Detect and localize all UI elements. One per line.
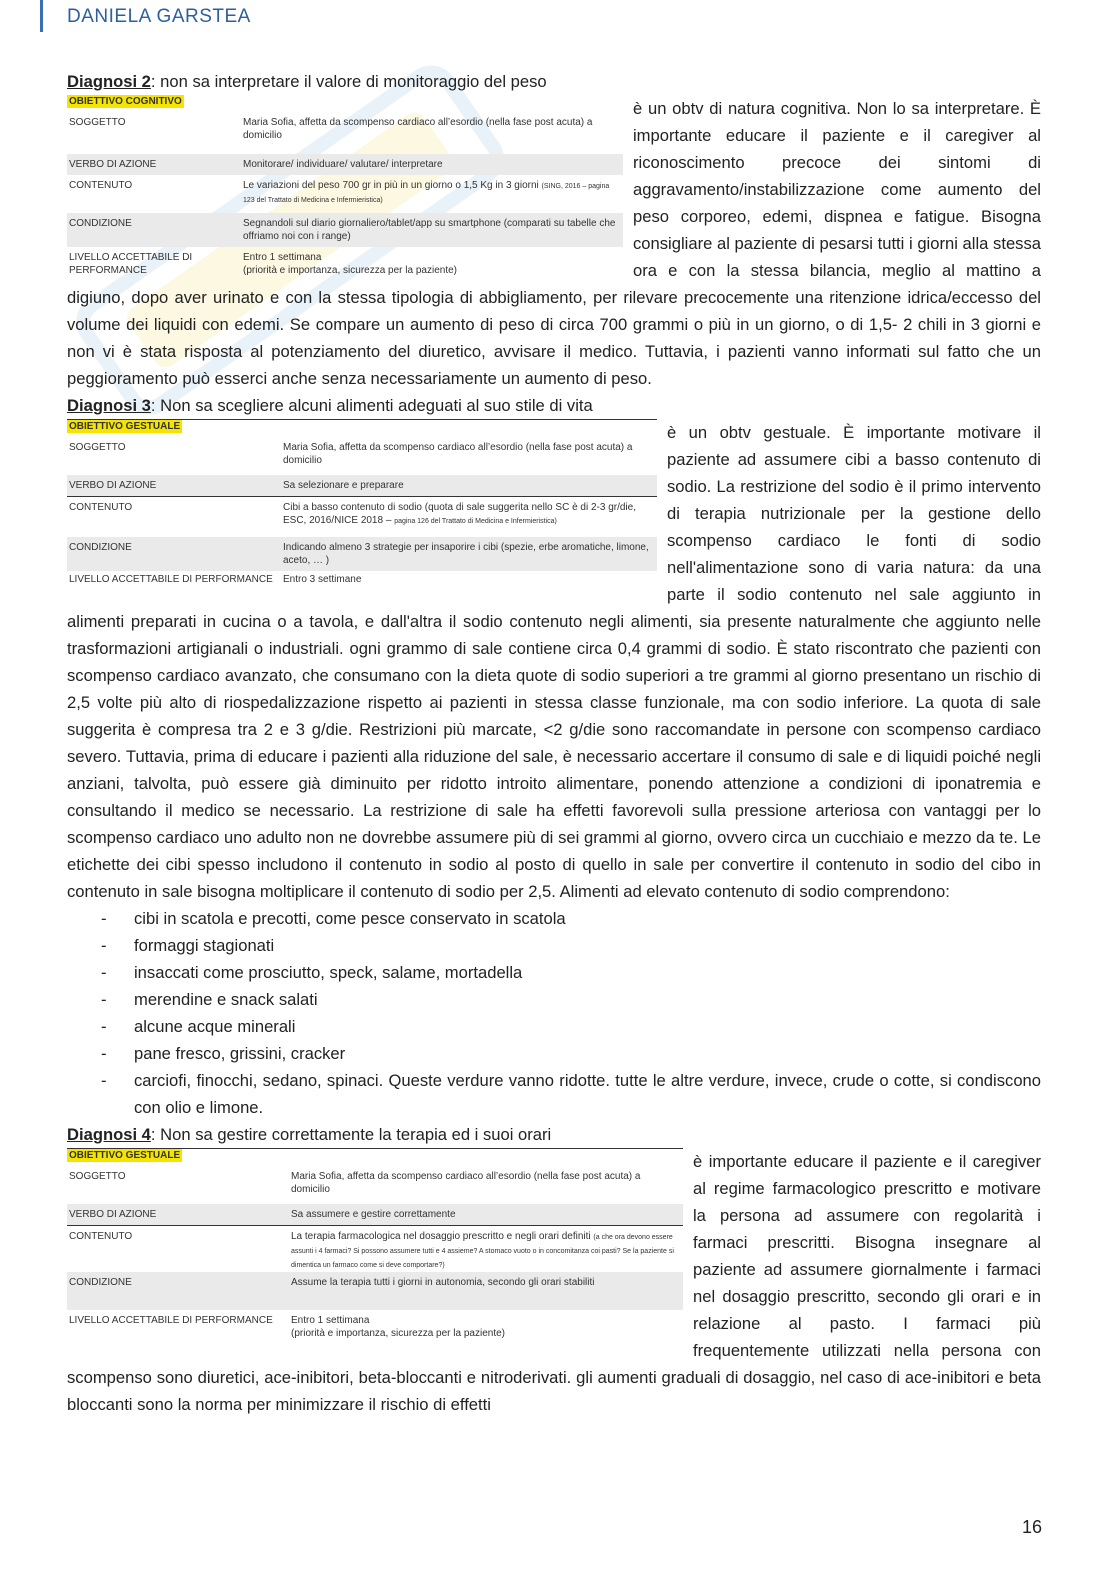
table-row: VERBO DI AZIONE Sa selezionare e preparare: [67, 475, 657, 496]
table-row: LIVELLO ACCETTABILE DI PERFORMANCE Entro 1 settimana (priorità e importanza, sicurezza per la paziente): [69, 252, 457, 276]
diagnosis-3-table: [67, 419, 657, 588]
table-row: SOGGETTO Maria Sofia, affetta da scompenso cardiaco all’esordio (nella fase post acuta) a domicilio: [69, 117, 593, 141]
table-row: CONTENUTO La terapia farmacologica nel dosaggio prescritto e negli orari definiti (a che ora devono essere assunti i 4 farmaci? Si possono assumere tutti e 4 assieme? A stomaco vuoto o in concomitanza coi pasti? Se la paziente si dimentica un farmaco come si deve comportare?): [67, 1225, 683, 1272]
table-row: LIVELLO ACCETTABILE DI PERFORMANCE Entro 1 settimana (priorità e importanza, sicurezza per la paziente): [69, 1315, 505, 1339]
header-author: DANIELA GARSTEA: [67, 6, 251, 27]
list-item: - carciofi, finocchi, sedano, spinaci. Queste verdure vanno ridotte. tutte le altre verdure, invece, crude o cotte, si condiscono con olio e limone.: [101, 1067, 1041, 1121]
diagnosis-4-text: è importante educare il paziente e il caregiver al regime farmacologico prescritto e motivare la persona ad assumere con regolarità i farmaci prescritti. Bisogna insegnare al paziente ad assumere giornalmente i farmaci nel dosaggio prescritto, secondo gli orari e in relazione al pasto. I farmaci più frequentemente utilizzati nella persona con scompenso sono diuretici, ace-inibitori, beta-bloccanti e nitroderivati. gli aumenti graduali di dosaggio, nel caso di ace-inibitori e beta bloccanti sono la norma per minimizzare il rischio di effetti: [67, 1152, 1041, 1414]
list-item: - formaggi stagionati: [101, 932, 1041, 959]
table-row: SOGGETTO Maria Sofia, affetta da scompenso cardiaco all’esordio (nella fase post acuta) a domicilio: [69, 442, 633, 466]
objective-badge: OBIETTIVO GESTUALE: [69, 421, 181, 432]
diagnosis-4-table: [67, 1148, 683, 1344]
table-row: CONTENUTO Le variazioni del peso 700 gr in più in un giorno o 1,5 Kg in 3 giorni (SING, 2016 – pagina 123 del Trattato di Medicina e Infermieristica): [69, 180, 610, 204]
table-row: CONDIZIONE Indicando almeno 3 strategie per insaporire i cibi (spezie, erbe aromatiche, limone, aceto, … ): [67, 537, 657, 571]
diagnosis-3-title: Diagnosi 3: Non sa scegliere alcuni alimenti adeguati al suo stile di vita: [67, 396, 593, 415]
table-row: CONDIZIONE Segnandoli sul diario giornaliero/tablet/app su smartphone (comparati su tabelle che offriamo noi con i range): [67, 213, 623, 247]
header-accent-bar: [40, 0, 43, 32]
diagnosis-2-text: è un obtv di natura cognitiva. Non lo sa interpretare. È importante educare il paziente e il caregiver al riconoscimento precoce dei sintomi di aggravamento/instabilizzazione come aumento del peso corporeo, edemi, dispnea e fatigue. Bisogna consigliare al paziente di pesarsi tutti i giorni alla stessa ora e con la stessa bilancia, meglio al mattino a digiuno, dopo aver urinato e con la stessa tipologia di abbigliamento, per rilevare precocemente una ritenzione idrica/eccesso del volume dei liquidi con edemi. Se compare un aumento di peso di circa 700 grammi o più in un giorno, o di 1,5- 2 chili in 3 giorni e non vi è stata risposta al potenziamento del diuretico, avvisare il medico. Tuttavia, i pazienti vanno informati sul fatto che un peggioramento può esserci anche senza necessariamente un aumento di peso.: [67, 99, 1041, 388]
table-row: CONTENUTO Cibi a basso contenuto di sodio (quota di sale suggerita nello SC è di 2-3 gr/die, ESC, 2016/NICE 2018 – pagina 126 del Trattato di Medicina e Infermieristica): [67, 496, 657, 537]
objective-badge: OBIETTIVO GESTUALE: [69, 1150, 181, 1161]
list-item: - merendine e snack salati: [101, 986, 1041, 1013]
table-row: LIVELLO ACCETTABILE DI PERFORMANCE Entro 3 settimane: [69, 574, 362, 585]
list-item: - pane fresco, grissini, cracker: [101, 1040, 1041, 1067]
list-item: - insaccati come prosciutto, speck, salame, mortadella: [101, 959, 1041, 986]
diagnosis-2-title: Diagnosi 2: non sa interpretare il valore di monitoraggio del peso: [67, 72, 547, 91]
list-item: - alcune acque minerali: [101, 1013, 1041, 1040]
diagnosis-2-table: [67, 95, 623, 281]
list-item: - cibi in scatola e precotti, come pesce conservato in scatola: [101, 905, 1041, 932]
main-content: [67, 68, 1041, 1418]
diagnosis-4-title: Diagnosi 4: Non sa gestire correttamente la terapia ed i suoi orari: [67, 1125, 552, 1144]
high-sodium-food-list: [67, 905, 1041, 1121]
page-number: 16: [1021, 1517, 1042, 1537]
diagnosis-3-text: è un obtv gestuale. È importante motivare il paziente ad assumere cibi a basso contenuto di sodio. La restrizione del sodio è il primo intervento di terapia nutrizionale per la gestione dello scompenso cardiaco le fonti di sodio nell'alimentazione sono di varia natura: da una parte il sodio contenuto nel sale aggiunto in alimenti preparati in cucina o a tavola, e dall'altra il sodio contenuto negli alimenti, sia presente naturalmente che aggiunto nelle trasformazioni artigianali o industriali. ogni grammo di sale contiene circa 0,4 grammi di sodio. È stato riscontrato che pazienti con scompenso cardiaco avanzato, che consumano con la dieta quote di sodio superiori a tre grammi al giorno presentano un rischio di 2,5 volte più alto di riospedalizzazione rispetto ai pazienti in stessa classe funzionale, ma con sodio inferiore. La quota di sale suggerita è compresa tra 2 e 3 g/die. Restrizioni più marcate, <2 g/die sono raccomandate in persone con scompenso cardiaco severo. Tuttavia, prima di educare i pazienti alla riduzione del sale, è necessario accertare il consumo di sale e di liquidi poiché negli anziani, talvolta, può essere già diminuito per ridotto introito alimentare, ponendo attenzione a condizioni di iponatremia e consultando il medico se necessario. La restrizione di sale ha effetti favorevoli sulla pressione arteriosa con vantaggi per lo scompenso cardiaco uno adulto non ne dovrebbe assumere più di sei grammi al giorno, ovvero circa un cucchiaio e mezzo da te. Le etichette dei cibi spesso includono il contenuto in sodio al posto di quello in sale per convertire il contenuto in sodio del cibo in contenuto in sale bisogna moltiplicare il contenuto di sodio per 2,5. Alimenti ad elevato contenuto di sodio comprendono:: [67, 423, 1041, 901]
objective-badge: OBIETTIVO COGNITIVO: [69, 96, 182, 107]
table-row: VERBO DI AZIONE Sa assumere e gestire correttamente: [67, 1204, 683, 1225]
table-row: CONDIZIONE Assume la terapia tutti i giorni in autonomia, secondo gli orari stabiliti: [67, 1272, 683, 1310]
table-row: SOGGETTO Maria Sofia, affetta da scompenso cardiaco all’esordio (nella fase post acuta) a domicilio: [69, 1171, 641, 1195]
table-row: VERBO DI AZIONE Monitorare/ individuare/ valutare/ interpretare: [67, 154, 623, 175]
